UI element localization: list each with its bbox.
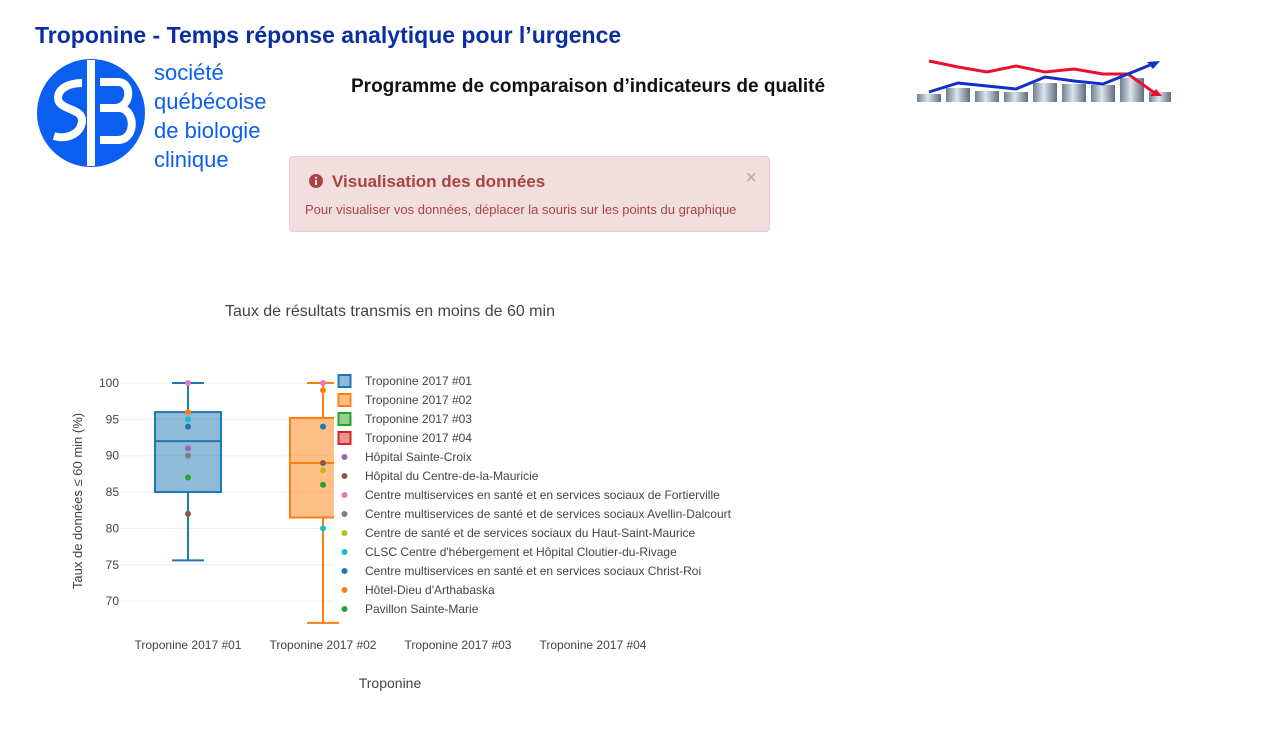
legend-marker [342,530,348,536]
x-tick-label: Troponine 2017 #01 [134,638,242,652]
legend-label: Hôpital du Centre-de-la-Mauricie [365,469,539,483]
y-tick-label: 95 [105,412,119,427]
legend-marker [342,511,348,517]
data-point[interactable] [185,453,191,459]
legend-label: Hôpital Sainte-Croix [365,450,472,464]
legend-label: Troponine 2017 #03 [365,412,472,426]
legend-marker [342,549,348,555]
legend-marker [342,587,348,593]
legend-swatch [339,394,351,406]
data-point[interactable] [320,460,326,466]
legend-marker [342,473,348,479]
data-point[interactable] [320,482,326,488]
y-tick-label: 90 [105,448,119,463]
data-point[interactable] [185,475,191,481]
y-tick-label: 85 [105,485,119,500]
data-point[interactable] [185,416,191,422]
data-point[interactable] [320,525,326,531]
legend-label: Troponine 2017 #02 [365,393,472,407]
legend-marker [342,492,348,498]
logo-line: société [154,60,224,85]
logo-line: de biologie [154,118,261,143]
legend-swatch [339,432,351,444]
y-axis-ticks [99,376,119,608]
legend-label: Hôtel-Dieu d'Arthabaska [365,583,495,597]
legend [334,370,754,620]
logo-line: québécoise [154,89,267,114]
data-point[interactable] [320,387,326,393]
legend-item[interactable] [342,545,678,559]
legend-swatch [339,413,351,425]
x-axis-ticks [135,638,647,652]
page-title: Troponine - Temps réponse analytique pour l’urgence [35,22,622,48]
x-tick-label: Troponine 2017 #04 [539,638,647,652]
legend-marker [342,454,348,460]
legend-marker [342,606,348,612]
close-icon[interactable]: × [745,167,757,189]
alert-title: Visualisation des données [332,172,546,191]
data-point[interactable] [185,511,191,517]
y-tick-label: 75 [105,557,119,572]
legend-item[interactable] [342,488,721,502]
legend-item[interactable] [342,469,539,483]
data-point[interactable] [185,380,191,386]
logo-line: clinique [154,147,229,172]
legend-item[interactable] [342,526,696,540]
legend-label: Centre multiservices de santé et de services sociaux Avellin-Dalcourt [365,507,731,521]
legend-swatch [339,375,351,387]
legend-marker [342,568,348,574]
x-tick-label: Troponine 2017 #02 [269,638,377,652]
legend-label: Centre multiservices en santé et en services sociaux de Fortierville [365,488,720,502]
y-axis-label: Taux de données ≤ 60 min (%) [70,412,85,590]
legend-item[interactable] [342,583,496,597]
legend-label: Centre multiservices en santé et en services sociaux Christ-Roi [365,564,702,578]
y-tick-label: 100 [98,376,119,390]
chart-title: Taux de résultats transmis en moins de 60 min [225,303,555,320]
data-point[interactable] [185,445,191,451]
data-point[interactable] [185,409,191,415]
legend-item[interactable] [342,564,702,578]
legend-label: Centre de santé et de services sociaux du Haut-Saint-Maurice [365,526,696,540]
legend-item[interactable] [342,507,732,521]
y-tick-label: 70 [105,594,119,609]
data-point[interactable] [320,424,326,430]
data-point[interactable] [185,424,191,430]
alert-message: Pour visualiser vos données, déplacer la souris sur les points du graphique [305,202,737,217]
y-tick-label: 80 [105,521,119,536]
x-axis-label: Troponine [358,675,422,691]
legend-label: Troponine 2017 #01 [365,374,472,388]
x-tick-label: Troponine 2017 #03 [404,638,512,652]
legend-label: Pavillon Sainte-Marie [365,602,479,616]
data-point[interactable] [320,380,326,386]
program-title: Programme de comparaison d’indicateurs de qualité [351,76,826,97]
legend-label: CLSC Centre d'hébergement et Hôpital Cloutier-du-Rivage [365,545,677,559]
legend-label: Troponine 2017 #04 [365,431,472,445]
data-point[interactable] [320,467,326,473]
